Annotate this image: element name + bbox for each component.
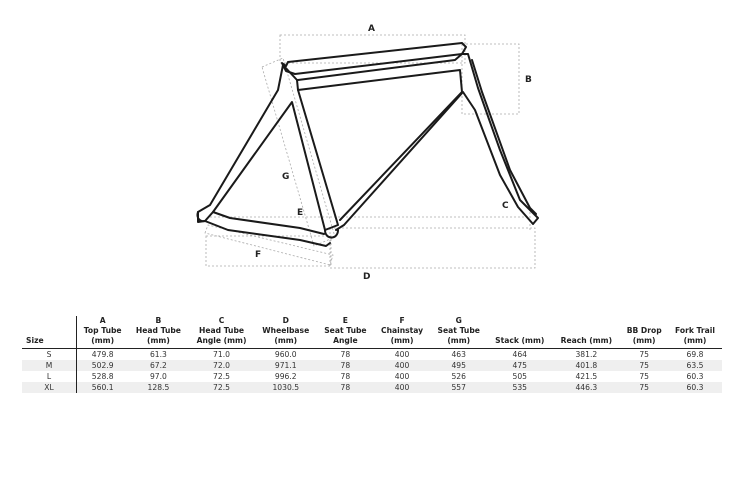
table-row	[22, 382, 722, 393]
table-cell: 72.0	[188, 360, 254, 371]
table-cell: 463	[451, 350, 466, 359]
label-g: G	[282, 172, 290, 182]
header-letter: F	[399, 316, 405, 325]
header-letter: C	[218, 316, 225, 325]
table-cell: 75	[639, 372, 649, 381]
table-cell: 479.8	[91, 350, 114, 359]
label-e: E	[297, 208, 304, 218]
geometry-table	[22, 316, 722, 393]
table-header-row	[22, 316, 722, 349]
table-cell: 72.5	[213, 372, 230, 381]
header-unit: Angle	[333, 336, 358, 345]
table-cell: 61.3	[149, 350, 167, 359]
table-cell: 75	[620, 360, 668, 371]
header-unit: (mm)	[632, 336, 656, 345]
table-cell: 401.8	[552, 360, 620, 371]
header-letter: D	[282, 316, 289, 325]
header-letter: B	[155, 316, 162, 325]
header-name: Seat Tube	[324, 326, 367, 335]
table-cell: 528.8	[91, 372, 114, 381]
size-cell: M	[22, 360, 77, 371]
bike-frame	[197, 43, 538, 246]
header-unit: (mm)	[91, 336, 115, 345]
label-d: D	[363, 272, 371, 282]
header-unit: (mm)	[390, 336, 414, 345]
table-cell: 464	[512, 350, 527, 359]
table-cell: 97.0	[149, 372, 167, 381]
table-body	[22, 349, 722, 394]
label-f: F	[255, 250, 262, 260]
table-cell: 78	[317, 382, 374, 393]
column-header	[188, 316, 254, 349]
table-row	[22, 360, 722, 371]
label-c: C	[502, 201, 509, 211]
table-row	[22, 349, 722, 361]
table-cell: 400	[394, 350, 410, 359]
table-cell: 505	[512, 372, 527, 381]
table-cell: 502.9	[77, 360, 129, 371]
header-name: BB Drop	[626, 326, 662, 335]
table-cell: 381.2	[575, 350, 598, 359]
label-b: B	[525, 75, 532, 85]
header-name: Head Tube	[135, 326, 181, 335]
header-unit: (mm)	[274, 336, 298, 345]
table-cell: 75	[620, 382, 668, 393]
table-cell: 78	[340, 372, 351, 381]
table-cell: 78	[340, 350, 351, 359]
header-unit: (mm)	[447, 336, 471, 345]
header-name: Head Tube	[198, 326, 245, 335]
header-letter: E	[342, 316, 348, 325]
table-cell: 475	[487, 360, 552, 371]
table-cell: 75	[639, 350, 649, 359]
table-cell: 1030.5	[255, 382, 317, 393]
header-unit: Stack (mm)	[495, 336, 545, 345]
column-header	[668, 316, 722, 349]
table-cell: 400	[374, 382, 431, 393]
header-name: Top Tube	[83, 326, 122, 335]
header-letter: A	[99, 316, 106, 325]
table-cell: 971.1	[255, 360, 317, 371]
header-name: Fork Trail	[675, 326, 715, 335]
label-a: A	[368, 24, 375, 34]
size-cell: XL	[22, 382, 77, 393]
table-cell: 535	[487, 382, 552, 393]
table-cell: 446.3	[552, 382, 620, 393]
size-cell: L	[22, 371, 77, 382]
table-cell: 526	[451, 372, 466, 381]
table-cell: 400	[374, 360, 431, 371]
table-cell: 557	[430, 382, 487, 393]
table-cell: 71.0	[213, 350, 230, 359]
header-letter: G	[455, 316, 462, 325]
column-header	[374, 316, 431, 349]
size-cell: S	[22, 349, 77, 361]
table-cell: 60.3	[668, 382, 722, 393]
table-cell: 67.2	[128, 360, 188, 371]
column-header	[620, 316, 668, 349]
header-unit: Angle (mm)	[196, 336, 247, 345]
column-header	[255, 316, 317, 349]
table-cell: 63.5	[668, 360, 722, 371]
header-name: Chainstay	[381, 326, 424, 335]
column-header	[430, 316, 487, 349]
column-header	[128, 316, 188, 349]
header-unit: Reach (mm)	[560, 336, 613, 345]
table-row	[22, 371, 722, 382]
header-unit: (mm)	[683, 336, 707, 345]
header-name: Size	[26, 336, 44, 345]
table-cell: 560.1	[77, 382, 129, 393]
header-name: Seat Tube	[437, 326, 480, 335]
column-header	[552, 316, 620, 349]
header-unit: (mm)	[147, 336, 170, 345]
table-cell: 495	[430, 360, 487, 371]
table-cell: 421.5	[575, 372, 598, 381]
header-name: Wheelbase	[262, 326, 310, 335]
table-cell: 72.5	[188, 382, 254, 393]
table-cell: 400	[394, 372, 410, 381]
column-header	[22, 316, 77, 349]
table-cell: 128.5	[128, 382, 188, 393]
table-cell: 69.8	[686, 350, 704, 359]
column-header	[77, 316, 129, 349]
column-header	[487, 316, 552, 349]
column-header	[317, 316, 374, 349]
table-cell: 996.2	[274, 372, 297, 381]
table-cell: 960.0	[274, 350, 297, 359]
table-cell: 60.3	[686, 372, 704, 381]
table-cell: 78	[317, 360, 374, 371]
